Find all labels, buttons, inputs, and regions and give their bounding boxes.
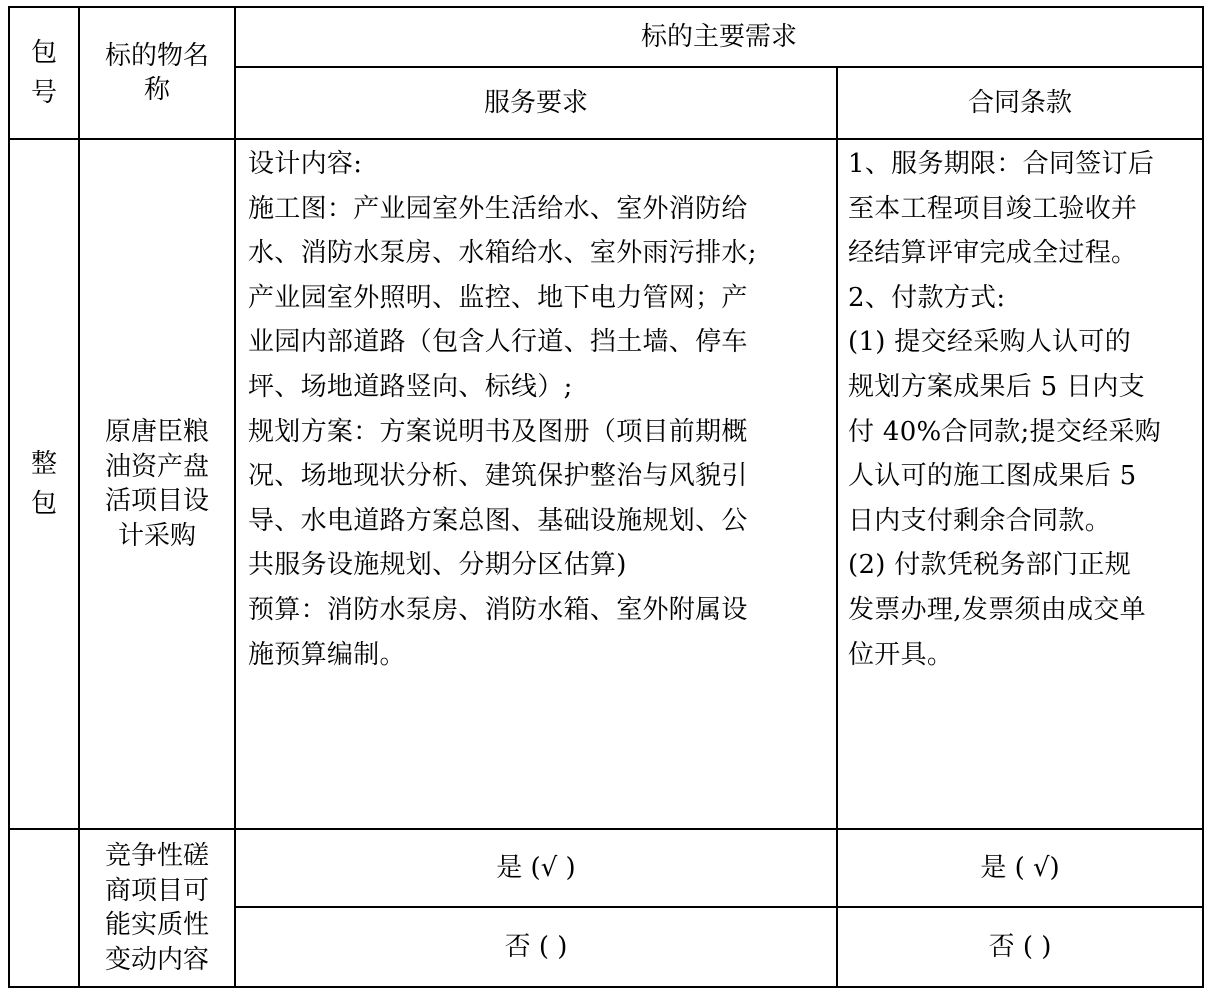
package-cell: 整 包 bbox=[9, 139, 79, 829]
service-requirements-cell: 设计内容: 施工图：产业园室外生活给水、室外消防给 水、消防水泵房、水箱给水、室外雨污排水; 产业园室外照明、监控、地下电力管网；产 业园内部道路（包含人行道、挡土墙、停车 坪、场地道路竖向、标线）; 规划方案：方案说明书及图册（项目前期概 况、场地现状分析、建筑保护整治与风貌引 导、水电道路方案总图、基础设施规划、公 共服务设施规划、分期分区估算) 预算：消防水泵房、消防水箱、室外附属设 施预算编制。 bbox=[235, 139, 837, 829]
header-contract-terms: 合同条款 bbox=[837, 67, 1203, 139]
variable-content-label-cell: 竞争性磋 商项目可 能实质性 变动内容 bbox=[79, 829, 235, 987]
bottom-package-cell bbox=[9, 829, 79, 987]
contract-yes-choice: 是 ( √) bbox=[837, 829, 1203, 907]
header-package-number: 包 号 bbox=[9, 7, 79, 139]
service-no-choice: 否 ( ) bbox=[235, 907, 837, 987]
item-name-cell: 原唐臣粮 油资产盘 活项目设 计采购 bbox=[79, 139, 235, 829]
contract-no-choice: 否 ( ) bbox=[837, 907, 1203, 987]
header-row-top bbox=[9, 7, 1203, 67]
service-yes-choice: 是 (√ ) bbox=[235, 829, 837, 907]
table-row bbox=[9, 139, 1203, 829]
header-service-requirements: 服务要求 bbox=[235, 67, 837, 139]
procurement-table bbox=[8, 6, 1204, 988]
contract-terms-cell: 1、服务期限：合同签订后 至本工程项目竣工验收并 经结算评审完成全过程。 2、付款方式: (1) 提交经采购人认可的 规划方案成果后 5 日内支 付 40%合同款;提交经采购 人认可的施工图成果后 5 日内支付剩余合同款。 (2) 付款凭税务部门正规 发票办理,发票须由成交单 位开具。 bbox=[837, 139, 1203, 829]
header-item-name: 标的物名 称 bbox=[79, 7, 235, 139]
variable-content-row-yes bbox=[9, 829, 1203, 907]
header-main-requirements: 标的主要需求 bbox=[235, 7, 1203, 67]
